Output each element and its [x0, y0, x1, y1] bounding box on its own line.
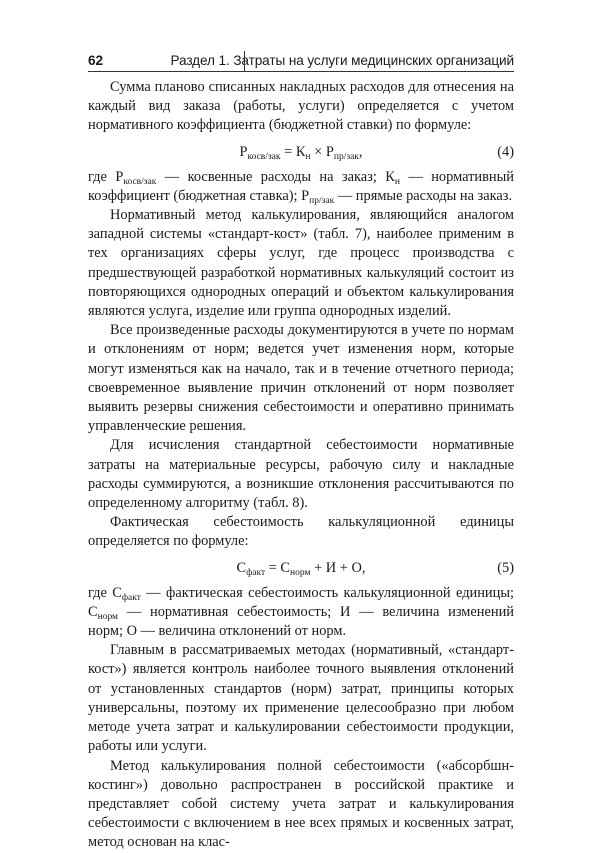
paragraph-formula-5-legend [88, 584, 514, 642]
formula-5-expression [236, 560, 365, 576]
formula-4-k-sub: н [305, 151, 311, 162]
legend4-s1: косв/зак [123, 176, 157, 187]
formula-5-lhs: С [236, 559, 247, 576]
formula-4-number: (4) [497, 143, 514, 160]
formula-4-times: × Р [310, 143, 334, 160]
paragraph-overhead-sum: Сумма планово списанных накладных расходов для отнесения на каждый вид заказа (работы, услуги) определяется с учетом нормативного коэффициента (бюджетной ставки) по формуле: [88, 79, 514, 134]
header-divider [244, 51, 245, 71]
legend5-s1: факт [121, 592, 141, 603]
paragraph-deviation-control: Главным в рассматриваемых методах (нормативный, «стандарт-кост») является контроль наиболее точного выявления отклонений от установленных стандартов (норм) затрат, принципы которых универсальны, поэтому их применение целесообразно при любом методе учета затрат и калькулировании себестоимости продукции, работы или услуги. [88, 642, 514, 755]
legend5-t2: — фактическая себестоимость калькуляционной единицы; С [88, 584, 514, 620]
running-header [88, 51, 514, 71]
legend5-t1: где С [88, 584, 122, 601]
legend4-s3: пр/зак [309, 195, 335, 206]
formula-5 [88, 558, 514, 578]
legend4-t4: — прямые расходы на заказ. [334, 187, 513, 204]
legend5-s2: норм [97, 611, 119, 622]
formula-4-rhs-sub: пр/зак [333, 151, 359, 162]
formula-4 [88, 142, 514, 162]
formula-4-end: , [358, 143, 363, 160]
paragraph-normative-method: Нормативный метод калькулирования, являющийся аналогом западной системы «стандарт-кост» (табл. 7), наиболее применим в тех организациях сферы услуг, где процесс производства с предшествующей разработкой нормативных калькуляций состоит из повторяющихся однородных операций и объектом калькулирования являются услуга, изделие или группа однородных изделий. [88, 207, 514, 320]
paragraph-absorption-costing: Метод калькулирования полной себестоимости («абсорбшн-костинг») довольно распространен в российской практике и представляет собой систему учета затрат и калькулирования себестоимости с включением в нее всех прямых и косвенных затрат, метод основан на клас- [88, 757, 514, 851]
formula-5-lhs-sub: факт [246, 567, 266, 578]
paragraph-actual-cost: Фактическая себестоимость калькуляционной единицы определяется по формуле: [88, 514, 514, 550]
page-body [88, 78, 514, 853]
formula-5-number: (5) [497, 559, 514, 576]
formula-4-eq: = К [280, 143, 306, 160]
formula-5-eq: = С [265, 559, 291, 576]
running-title: Раздел 1. Затраты на услуги медицинских организаций [170, 53, 514, 68]
page-number: 62 [88, 53, 104, 68]
formula-5-rhs-sub: норм [290, 567, 311, 578]
paragraph-standard-cost: Для исчисления стандартной себестоимости нормативные затраты на материальные ресурсы, рабочую силу и накладные расходы суммируются, а возникшие отклонения рассчитываются по определенному алгоритму (табл. 8). [88, 437, 514, 512]
paragraph-documented-expenses: Все произведенные расходы документируются в учете по нормам и отклонениям от норм; ведется учет изменения норм, которые могут изменяться как на начало, так и в течение отчетного периода; своевременное выявление причин отклонений от норм позволяет выявить резервы снижения себестоимости и оперативно принимать управленческие решения. [88, 322, 514, 435]
legend4-t2: — косвенные расходы на заказ; К [156, 168, 395, 185]
formula-4-lhs-sub: косв/зак [247, 151, 281, 162]
paragraph-formula-4-legend [88, 168, 514, 206]
formula-5-rest: + И + О, [310, 559, 366, 576]
legend4-s2: н [394, 176, 400, 187]
legend4-t1: где Р [88, 168, 124, 185]
legend5-t3: — нормативная себестоимость; И — величина изменений норм; О — величина отклонений от норм. [88, 603, 514, 640]
formula-4-expression [239, 144, 362, 160]
header-rule [88, 71, 514, 72]
formula-4-lhs: Р [239, 143, 248, 160]
legend4-t3: — нормативный коэффициент (бюджетная ставка); Р [88, 168, 514, 204]
